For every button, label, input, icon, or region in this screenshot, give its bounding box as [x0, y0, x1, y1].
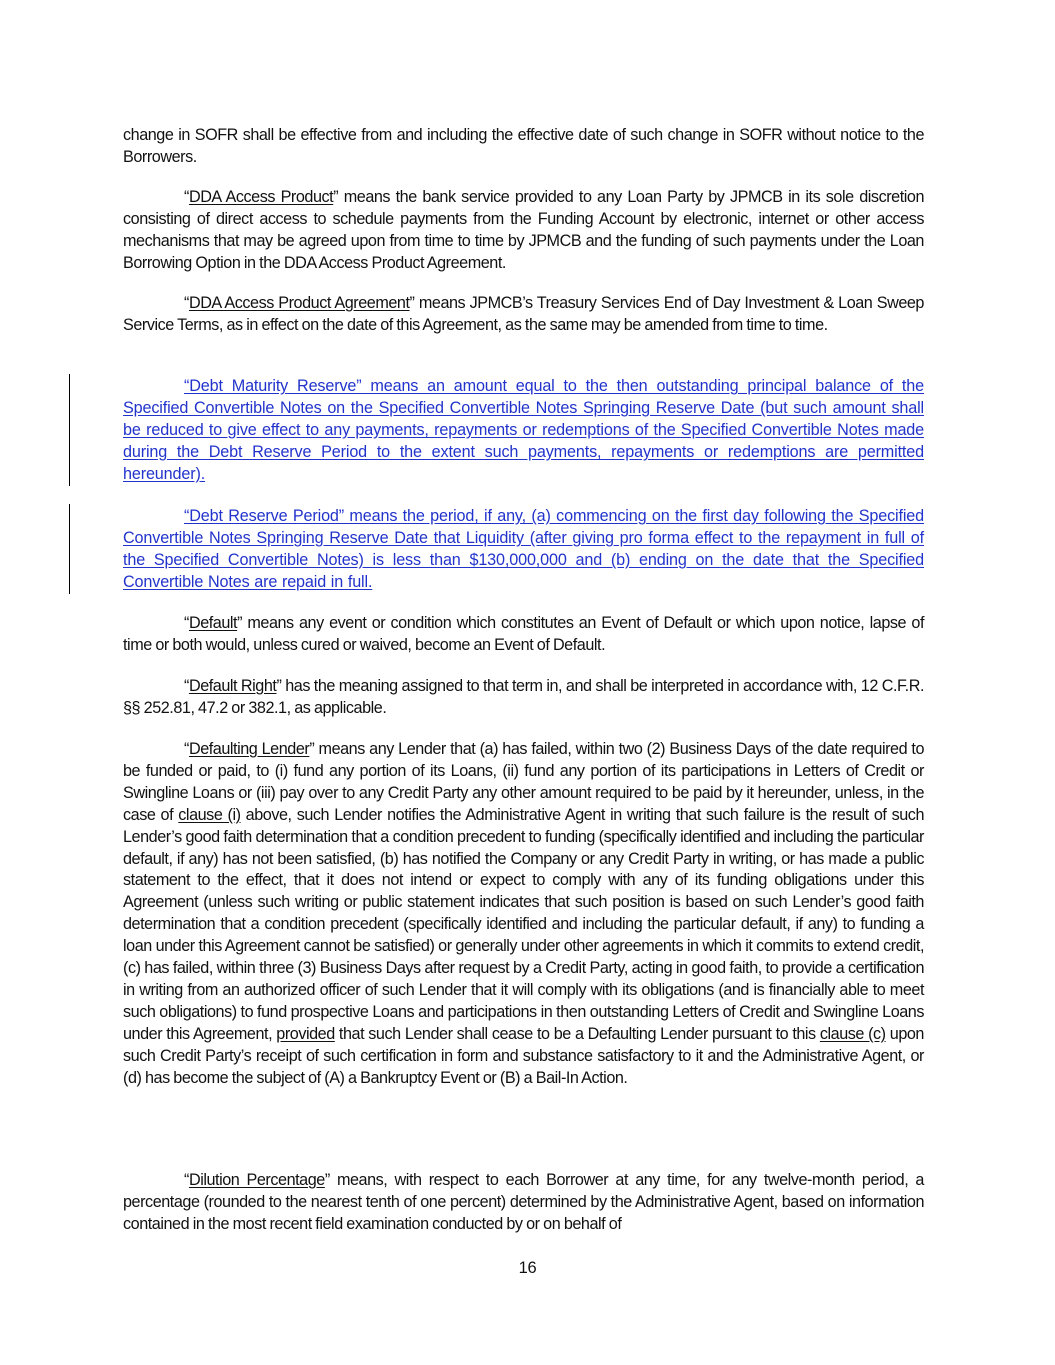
defined-term: DDA Access Product Agreement: [188, 294, 410, 312]
definition-text: upon such Credit Party’s receipt of such certification in form and substance satisfactory to it and the Administrative Agent, or (d) has become the subject of (A) a Bankruptcy Event or (B) a Bail-In Action.: [123, 1024, 924, 1087]
definition-text: means the bank service provided to any Loan Party by JPMCB in its sole discretion consisting of direct access to schedule payments from the Funding Account by electronic, internet or other access mechanisms that may be agreed upon from time to time by JPMCB and the funding of such payments under the Loan Borrowing Option in the DDA Access Product Agreement.: [123, 188, 924, 272]
revision-bar: [69, 504, 70, 594]
defined-term: DDA Access Product: [188, 188, 334, 206]
defined-term: Dilution Percentage: [188, 1171, 325, 1189]
definition-text: means, with respect to each Borrower at any time, for any twelve-month period, a percentage (rounded to the nearest tenth of one percent) determined by the Administrative Agent, based on information contained in the most recent field examination conducted by or on behalf of: [123, 1171, 924, 1233]
definition-text: means any Lender that (a) has failed, within two (2) Business Days of the date required to be funded or paid, to (i) fund any portion of its Loans, (ii) fund any portion of its participations in Letters of Credit or Swingline Loans or (iii) pay over to any Credit Party any other amount required to be paid by it hereunder, unless, in the case of: [123, 740, 924, 824]
definition-text: above, such Lender notifies the Administrative Agent in writing that such failure is the result of such Lender’s good faith determination that a condition precedent to funding (specifically identified and including the particular default, if any) has not been satisfied, (b) has notified the Company or any Credit Party in writing, or has made a public statement to the effect, that it does not intend or expect to comply with any of its funding obligations under this Agreement (unless such writing or public statement indicates that such position is based on such Lender’s good faith determination that a condition precedent (specifically identified and including the particular default, if any) to funding a loan under this Agreement cannot be satisfied) or generally under other agreements in which it commits to extend credit, (c) has failed, within three (3) Business Days after request by a Credit Party, acting in good faith, to provide a certification in writing from an authorized officer of such Lender that it will comply with its obligations (and is financially able to meet such obligations) to fund prospective Loans and participations in then outstanding Letters of Credit and Swingline Loans under this Agreement,: [123, 805, 925, 1043]
definition-text: has the meaning assigned to that term in, and shall be interpreted in accordance with, 12 C.F.R. §§ 252.81, 47.2 or 382.1, as applicable.: [123, 677, 924, 717]
inserted-text: “Debt Reserve Period” means the period, if any, (a) commencing on the first day following the Specified Convertible Notes Springing Reserve Date that Liquidity (after giving pro forma effect to the repayment in full of the Specified Convertible Notes) is less than $130,000,000 and (b) ending on the date that the Specified Convertible Notes are repaid in full.: [123, 507, 924, 591]
clause-reference: clause (c): [819, 1024, 886, 1043]
definition-dda-access-product: “DDA Access Product” means the bank service provided to any Loan Party by JPMCB in its sole discretion consisting of direct access to schedule payments from the Funding Account by electronic, internet or other access mechanisms that may be agreed upon from time to time by JPMCB and the funding of such payments under the Loan Borrowing Option in the DDA Access Product Agreement.: [123, 188, 924, 272]
paragraph-text: change in SOFR shall be effective from and including the effective date of such change in SOFR without notice to the Borrowers.: [123, 126, 924, 166]
defined-term: Default Right: [188, 677, 277, 695]
definition-dda-access-product-agreement: “DDA Access Product Agreement” means JPMCB’s Treasury Services End of Day Investment & Loan Sweep Service Terms, as in effect on the date of this Agreement, as the same may be amended from time to time.: [123, 294, 924, 334]
definition-text: that such Lender shall cease to be a Defaulting Lender pursuant to this: [334, 1024, 820, 1043]
proviso-term: provided: [276, 1024, 335, 1043]
definition-debt-reserve-period-inserted: [123, 506, 924, 594]
inserted-text: “Debt Maturity Reserve” means an amount equal to the then outstanding principal balance of the Specified Convertible Notes on the Specified Convertible Notes Springing Reserve Date (but such amount shall be reduced to give effect to any payments, repayments or redemptions of the Specified Convertible Notes made during the Debt Reserve Period to the extent such payments, repayments or redemptions are permitted hereunder).: [123, 377, 924, 483]
clause-reference: clause (i): [178, 805, 241, 824]
definition-dilution-percentage: “Dilution Percentage” means, with respect to each Borrower at any time, for any twelve-month period, a percentage (rounded to the nearest tenth of one percent) determined by the Administrative Agent, based on information contained in the most recent field examination conducted by or on behalf of: [123, 1171, 924, 1233]
definition-text: means any event or condition which constitutes an Event of Default or which upon notice, lapse of time or both would, unless cured or waived, become an Event of Default.: [123, 614, 924, 654]
defined-term: Defaulting Lender: [188, 740, 310, 758]
definition-defaulting-lender: “Defaulting Lender” means any Lender that (a) has failed, within two (2) Business Days of the date required to be funded or paid, to (i) fund any portion of its Loans, (ii) fund any portion of its participations in Letters of Credit or Swingline Loans or (iii) pay over to any Credit Party any other amount required to be paid by it hereunder, unless, in the case of clause (i) above, such Lender notifies the Administrative Agent in writing that such failure is the result of such Lender’s good faith determination that a condition precedent to funding (specifically identified and including the particular default, if any) has not been satisfied, (b) has notified the Company or any Credit Party in writing, or has made a public statement to the effect, that it does not intend or expect to comply with any of its funding obligations under this Agreement (unless such writing or public statement indicates that such position is based on such Lender’s good faith determination that a condition precedent (specifically identified and including the particular default, if any) to funding a loan under this Agreement cannot be satisfied) or generally under other agreements in which it commits to extend credit, (c) has failed, within three (3) Business Days after request by a Credit Party, acting in good faith, to provide a certification in writing from an authorized officer of such Lender that it will comply with its obligations (and is financially able to meet such obligations) to fund prospective Loans and participations in then outstanding Letters of Credit and Swingline Loans under this Agreement, provided that such Lender shall cease to be a Defaulting Lender pursuant to this clause (c) upon such Credit Party’s receipt of such certification in form and substance satisfactory to it and the Administrative Agent, or (d) has become the subject of (A) a Bankruptcy Event or (B) a Bail-In Action.: [123, 740, 925, 1087]
definition-text: means JPMCB’s Treasury Services End of Day Investment & Loan Sweep Service Terms, as in effect on the date of this Agreement, as the same may be amended from time to time.: [123, 294, 924, 334]
definition-default: “Default” means any event or condition which constitutes an Event of Default or which upon notice, lapse of time or both would, unless cured or waived, become an Event of Default.: [123, 614, 924, 654]
paragraph-continuation: [123, 125, 924, 169]
page-number: 16: [518, 1259, 537, 1277]
defined-term: Default: [188, 614, 238, 632]
definition-debt-maturity-reserve-inserted: [123, 376, 924, 486]
definition-default-right: “Default Right” has the meaning assigned to that term in, and shall be interpreted in accordance with, 12 C.F.R. §§ 252.81, 47.2 or 382.1, as applicable.: [123, 677, 924, 717]
revision-bar: [69, 374, 70, 486]
